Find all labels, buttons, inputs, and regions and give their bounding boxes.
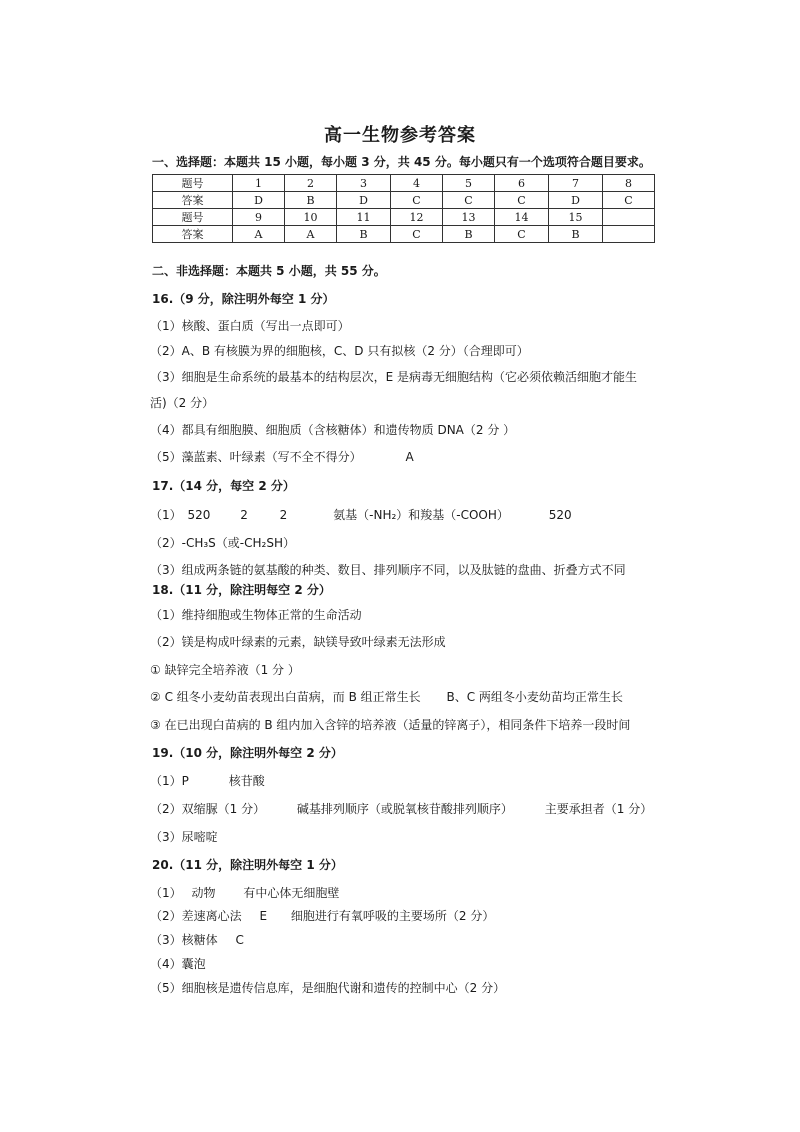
table-cell [603, 226, 655, 243]
q16-answer-5-choice: A [405, 450, 414, 464]
q20-answer-1-label: （1） [150, 886, 182, 900]
q20-answer-2-value: E [259, 909, 268, 923]
q17-answer-1-value: 520 [548, 508, 572, 522]
q18-step-2-a: ② C 组冬小麦幼苗表现出白苗病，而 B 组正常生长 [150, 690, 421, 704]
q19-answer-1-value: 核苷酸 [228, 774, 265, 788]
table-cell: A [233, 226, 285, 243]
q20-heading: 20.（11 分，除注明外每空 1 分） [152, 858, 343, 872]
table-cell: 12 [391, 209, 443, 226]
q17-answer-1 [150, 506, 572, 523]
table-cell: D [337, 192, 391, 209]
q16-answer-1: （1）核酸、蛋白质（写出一点即可） [150, 319, 350, 333]
table-cell [603, 209, 655, 226]
table-cell: 15 [549, 209, 603, 226]
table-row-header: 答案 [153, 226, 233, 243]
q19-heading: 19.（10 分，除注明外每空 2 分） [152, 746, 343, 760]
q17-answer-1-value: 520 [187, 508, 211, 522]
q16-answer-3-line2: 活)（2 分） [150, 396, 215, 410]
q18-heading: 18.（11 分，除注明每空 2 分） [152, 583, 331, 597]
q16-answer-5-text: （5）藻蓝素、叶绿素（写不全不得分） [150, 450, 362, 464]
table-cell: 4 [391, 175, 443, 192]
q18-step-2 [150, 688, 623, 705]
table-row-header: 题号 [153, 175, 233, 192]
table-row-header: 题号 [153, 209, 233, 226]
q19-answer-2-value: 碱基排列顺序（或脱氧核苷酸排列顺序） [296, 802, 513, 816]
q17-answer-1-value: 氨基（-NH₂）和羧基（-COOH） [333, 508, 509, 522]
table-cell: C [391, 226, 443, 243]
q16-answer-2: （2）A、B 有核膜为界的细胞核，C、D 只有拟核（2 分）（合理即可） [150, 344, 529, 358]
table-cell: A [285, 226, 337, 243]
table-cell: 7 [549, 175, 603, 192]
q20-answer-1 [150, 884, 339, 901]
q20-answer-4: （4）囊泡 [150, 957, 206, 971]
q17-answer-1-value: 2 [279, 508, 288, 522]
q20-answer-5: （5）细胞核是遗传信息库，是细胞代谢和遗传的控制中心（2 分） [150, 981, 506, 995]
table-cell: 9 [233, 209, 285, 226]
table-cell: B [443, 226, 495, 243]
q19-answer-1-label: （1）P [150, 774, 189, 788]
q16-answer-5 [150, 448, 414, 465]
q17-answer-2: （2）-CH₃S（或-CH₂SH） [150, 536, 295, 550]
table-row [153, 175, 655, 192]
table-cell: 11 [337, 209, 391, 226]
q20-answer-3-value: C [235, 933, 244, 947]
answer-table [152, 174, 655, 243]
q19-answer-2-value: （2）双缩脲（1 分） [150, 802, 266, 816]
q17-answer-3: （3）组成两条链的氨基酸的种类、数目、排列顺序不同，以及肽链的盘曲、折叠方式不同 [150, 563, 626, 577]
table-cell: 14 [495, 209, 549, 226]
q20-answer-3-value: （3）核糖体 [150, 933, 218, 947]
table-cell: 1 [233, 175, 285, 192]
table-row [153, 192, 655, 209]
q18-answer-1: （1）维持细胞或生物体正常的生命活动 [150, 608, 362, 622]
table-row [153, 226, 655, 243]
table-row [153, 209, 655, 226]
q20-answer-2 [150, 907, 494, 924]
table-cell: C [495, 226, 549, 243]
q20-answer-2-value: （2）差速离心法 [150, 909, 242, 923]
table-cell: 13 [443, 209, 495, 226]
q18-step-1: ① 缺锌完全培养液（1 分 ） [150, 663, 300, 677]
table-cell: D [549, 192, 603, 209]
table-cell: 10 [285, 209, 337, 226]
q17-heading: 17.（14 分，每空 2 分） [152, 479, 295, 493]
table-cell: C [603, 192, 655, 209]
table-cell: D [233, 192, 285, 209]
table-cell: B [337, 226, 391, 243]
table-cell: 3 [337, 175, 391, 192]
q20-answer-1-value: 有中心体无细胞壁 [243, 886, 340, 900]
table-cell: 6 [495, 175, 549, 192]
q17-answer-1-label: （1） [150, 508, 182, 522]
table-cell: C [391, 192, 443, 209]
q18-step-2-b: B、C 两组冬小麦幼苗均正常生长 [446, 690, 623, 704]
section1-heading: 一、选择题：本题共 15 小题，每小题 3 分，共 45 分。每小题只有一个选项符合题目要求。 [152, 155, 651, 169]
table-cell: 8 [603, 175, 655, 192]
q18-answer-2: （2）镁是构成叶绿素的元素，缺镁导致叶绿素无法形成 [150, 635, 446, 649]
q19-answer-2-value: 主要承担者（1 分） [544, 802, 653, 816]
table-cell: C [495, 192, 549, 209]
q20-answer-2-value: 细胞进行有氧呼吸的主要场所（2 分） [290, 909, 495, 923]
q18-step-3: ③ 在已出现白苗病的 B 组内加入含锌的培养液（适量的锌离子），相同条件下培养一段时间 [150, 718, 631, 732]
q16-answer-4: （4）都具有细胞膜、细胞质（含核糖体）和遗传物质 DNA（2 分 ） [150, 423, 516, 437]
table-cell: C [443, 192, 495, 209]
table-cell: 2 [285, 175, 337, 192]
q16-heading: 16.（9 分，除注明外每空 1 分） [152, 292, 335, 306]
q19-answer-3: （3）尿嘧啶 [150, 830, 218, 844]
q17-answer-1-value: 2 [240, 508, 248, 522]
table-cell: 5 [443, 175, 495, 192]
q20-answer-1-value: 动物 [191, 886, 216, 900]
q20-answer-3 [150, 931, 244, 948]
page-title: 高一生物参考答案 [324, 125, 476, 146]
section2-heading: 二、非选择题：本题共 5 小题，共 55 分。 [152, 264, 386, 278]
q19-answer-1 [150, 772, 265, 789]
q16-answer-3-line1: （3）细胞是生命系统的最基本的结构层次，E 是病毒无细胞结构（它必须依赖活细胞才能生 [150, 370, 638, 384]
q19-answer-2 [150, 800, 652, 817]
table-cell: B [285, 192, 337, 209]
table-cell: B [549, 226, 603, 243]
table-row-header: 答案 [153, 192, 233, 209]
